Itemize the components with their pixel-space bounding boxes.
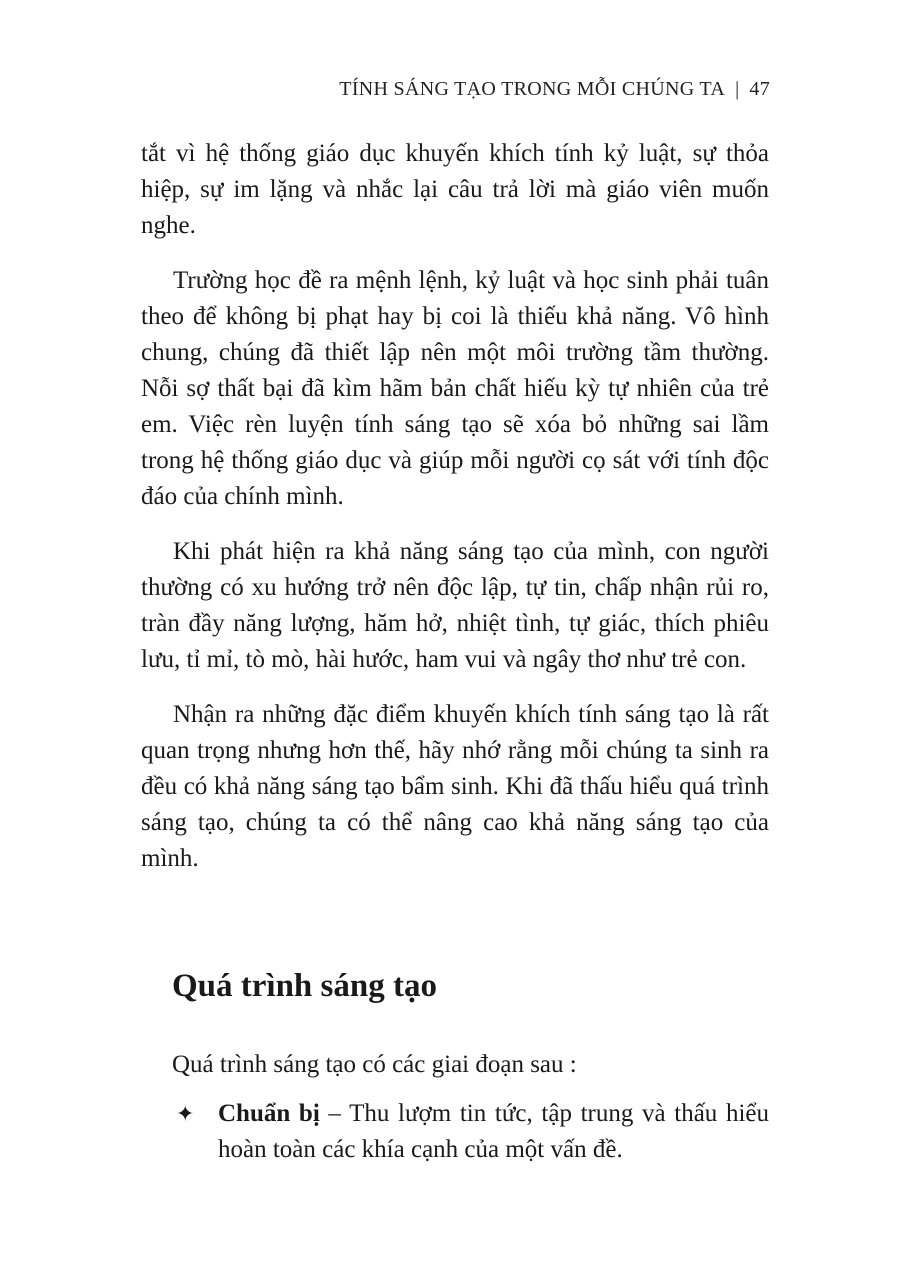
paragraph: Trường học đề ra mệnh lệnh, kỷ luật và học sinh phải tuân theo để không bị phạt hay bị coi là thiếu khả năng. Vô hình chung, chúng đã thiết lập nên một môi trường tầm thường. Nỗi sợ thất bại đã kìm hãm bản chất hiếu kỳ tự nhiên của trẻ em. Việc rèn luyện tính sáng tạo sẽ xóa bỏ những sai lầm trong hệ thống giáo dục và giúp mỗi người cọ sát với tính độc đáo của chính mình. [141,267,769,510]
page-number: 47 [749,78,770,100]
running-header [339,78,770,101]
list-item [172,1096,769,1168]
paragraph: Nhận ra những đặc điểm khuyến khích tính sáng tạo là rất quan trọng nhưng hơn thế, hãy nhớ rằng mỗi chúng ta sinh ra đều có khả năng sáng tạo bẩm sinh. Khi đã thấu hiểu quá trình sáng tạo, chúng ta có thể nâng cao khả năng sáng tạo của mình. [141,701,769,872]
paragraph-continued: tắt vì hệ thống giáo dục khuyến khích tính kỷ luật, sự thỏa hiệp, sự im lặng và nhắc lại câu trả lời mà giáo viên muốn nghe. [141,140,769,239]
four-point-star-bullet-icon: ✦ [176,1101,195,1126]
stage-list [172,1096,769,1168]
section-heading: Quá trình sáng tạo [172,968,437,1004]
chapter-title: TÍNH SÁNG TẠO TRONG MỖI CHÚNG TA [339,78,726,100]
stage-description: – Thu lượm tin tức, tập trung và thấu hiểu hoàn toàn các khía cạnh của một vấn đề. [218,1100,769,1163]
paragraph: Khi phát hiện ra khả năng sáng tạo của mình, con người thường có xu hướng trở nên độc lập, tự tin, chấp nhận rủi ro, tràn đầy năng lượng, hăm hở, nhiệt tình, tự giác, thích phiêu lưu, tỉ mỉ, tò mò, hài hước, ham vui và ngây thơ như trẻ con. [141,538,769,673]
header-separator: | [735,78,740,100]
section-intro: Quá trình sáng tạo có các giai đoạn sau : [172,1051,577,1078]
stage-term: Chuẩn bị [218,1100,320,1127]
body-text [141,136,769,896]
